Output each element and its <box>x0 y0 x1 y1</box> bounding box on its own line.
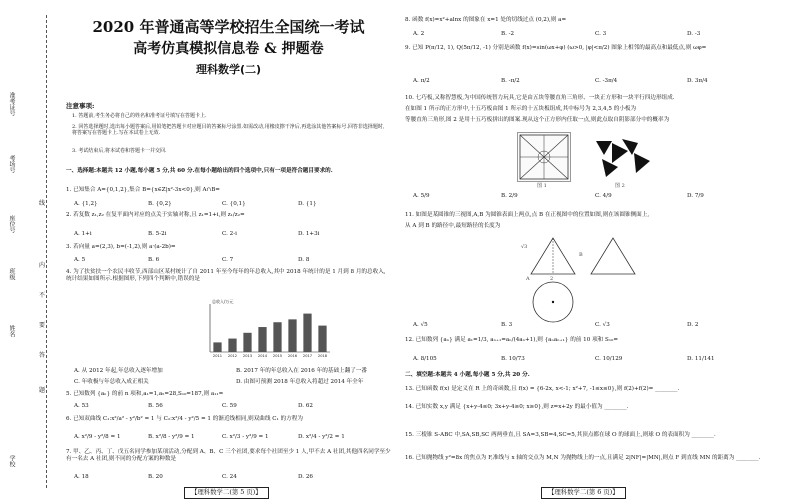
option: A. 8/105 <box>413 356 437 362</box>
question-13: 13. 已知函数 f(x) 是定义在 R 上的奇函数,且 f(x) = {6-2x, x<-1; x²+7, -1≤x≤0},则 f(2)+f(2)= ________. <box>405 386 680 392</box>
option: D. 8 <box>298 257 310 263</box>
option: C. 7 <box>222 257 234 263</box>
binding-mark: 要 <box>39 322 46 329</box>
option: B. 5-2i <box>148 231 167 237</box>
option: C. 4/9 <box>595 193 612 199</box>
option: C. 59 <box>222 403 237 409</box>
option: C. √3 <box>595 322 610 328</box>
tangram-shape-drawing <box>588 133 658 181</box>
label-point-b: B <box>579 252 583 258</box>
x-tick-label: 2018 <box>317 354 328 358</box>
option: B. x²/8 - y²/9 = 1 <box>148 434 195 440</box>
option: A. {1,2} <box>74 201 98 207</box>
question-7: 7. 甲、乙、丙、丁、戊五名同学参加某项活动,分配到 A、B、C 三个社团,要求每个社团至少 1 人,甲不去 A 社团,其他四名同学至少有一名去 A 社团,则不同的分配方案的种数是 <box>66 449 391 463</box>
page-footer: 【理科数学二(第 5 页)】 <box>184 487 269 499</box>
bar <box>213 342 221 352</box>
x-tick-label: 2014 <box>257 354 268 358</box>
option: A. 5/9 <box>413 193 430 199</box>
option: A. x²/9 - y²/8 = 1 <box>74 434 121 440</box>
option: D. x²/4 - y²/2 = 1 <box>298 434 345 440</box>
question-10-line: 10. 七巧板,又称智慧板,为中国传统智力玩具,它是由五块等腰直角三角形、一块正方形和一块平行四边形组成. <box>405 95 675 101</box>
question-12: 12. 已知数列 {aₙ} 满足 a₁=1/3, aₙ₊₁=aₙ/(4aₙ+1),则 {aₙaₙ₊₁} 的前 10 项和 S₁₀= <box>405 337 619 343</box>
tangram-grid-drawing <box>518 133 570 181</box>
tangram-figure-2 <box>587 132 659 182</box>
option: C. x²/3 - y²/9 = 1 <box>222 434 269 440</box>
subject-title: 理科数学(二) <box>195 63 262 76</box>
option: D. 1+3i <box>298 231 320 237</box>
option: A. 18 <box>74 474 89 480</box>
x-tick-label: 2012 <box>227 354 238 358</box>
question-14: 14. 已知实数 x,y 满足 {x+y-4≤0; 3x+y-4≥0; x≥0},则 z=x+2y 的最小值为 ________. <box>405 404 629 410</box>
bar <box>228 339 236 352</box>
bar <box>243 333 251 352</box>
x-tick-label: 2013 <box>242 354 253 358</box>
option: B. 3 <box>501 322 513 328</box>
question-11-line: 从 A 到 B 的路径中,最短路径的长度为 <box>405 223 501 229</box>
bar <box>273 322 281 352</box>
option: B. 2017 年的年总收入在 2016 年的基础上翻了一番 <box>236 368 367 374</box>
binding-mark: 内 <box>39 262 46 269</box>
notes-title: 注意事项: <box>66 102 95 110</box>
bar <box>258 327 266 352</box>
option: D. 26 <box>298 474 313 480</box>
binding-mark: 不 <box>39 292 46 299</box>
option: D. 由图可预测 2018 年总收入将超过 2014 年全年 <box>236 379 364 385</box>
option: D. -3 <box>687 31 701 37</box>
exam-subtitle: 高考仿真模拟信息卷 & 押题卷 <box>133 41 324 57</box>
option: B. 10/73 <box>501 356 525 362</box>
option: A. 2 <box>413 31 425 37</box>
figure-2-caption: 图 2 <box>615 183 625 189</box>
binding-label: 座位号 <box>8 215 15 233</box>
cone-three-views <box>523 234 643 324</box>
note-item: 1. 答题前,考生务必将自己的姓名和准考证号填写在答题卡上. <box>72 113 207 119</box>
option: A. 从 2012 年起,年总收入逐年增加 <box>74 368 163 374</box>
option: D. 7/9 <box>687 193 704 199</box>
binding-mark: 题 <box>39 387 46 394</box>
question-6: 6. 已知双曲线 C₁:x²/a² - y²/b² = 1 与 C₂:x²/4 - y²/5 = 1 的渐近线相同,则双曲线 C₁ 的方程为 <box>66 416 303 422</box>
option: B. 20 <box>148 474 163 480</box>
section-2-heading: 二、填空题:本题共 4 小题,每小题 5 分,共 20 分. <box>405 372 530 378</box>
question-1: 1. 已知集合 A={0,1,2},集合 B={x∈Z|x²-3x<0},则 A∩B= <box>66 187 220 193</box>
binding-label: 姓名 <box>8 325 15 337</box>
page-footer: 【理科数学二(第 6 页)】 <box>541 487 626 499</box>
question-3: 3. 若向量 a=(2,3), b=(-1,2),则 a·(a-2b)= <box>66 244 176 250</box>
section-1-heading: 一、选择题:本题共 12 小题,每小题 5 分,共 60 分.在每小题给出的四个选项中,只有一项是符合题目要求的. <box>66 168 333 174</box>
label-point-a: A <box>526 276 530 282</box>
option: D. {1} <box>298 201 317 207</box>
y-axis-label: 总收入/万元 <box>212 299 234 304</box>
right-page <box>397 0 794 503</box>
option: C. 2-i <box>222 231 237 237</box>
option: D. 62 <box>298 403 313 409</box>
option: D. 11/141 <box>687 356 715 362</box>
option: A. π/2 <box>413 78 430 84</box>
x-tick-label: 2016 <box>287 354 298 358</box>
option: C. {0,1} <box>222 201 246 207</box>
option: C. 24 <box>222 474 237 480</box>
option: C. -3π/4 <box>595 78 618 84</box>
note-item: 3. 考试结束后,将本试卷和答题卡一并交回. <box>72 148 167 154</box>
option: A. 53 <box>74 403 89 409</box>
x-tick-label: 2015 <box>272 354 283 358</box>
binding-label: 准考证号 <box>8 92 15 116</box>
binding-label: 班级 <box>8 268 15 280</box>
note-item: 2. 回答选择题时,选出每小题答案后,用铅笔把答题卡对应题目的答案标号涂黑.如需改动,用橡皮擦干净后,再选涂其他答案标号.回答非选择题时,将答案写在答题卡上.写在本试卷上无效. <box>72 124 385 137</box>
option: B. 56 <box>148 403 163 409</box>
bar <box>303 314 311 352</box>
question-5: 5. 已知数列 {aₙ} 的前 n 项和,a₁=1,a₅=28,S₁₀=187,则 a₁₁= <box>66 391 224 397</box>
binding-label: 考场号 <box>8 155 15 173</box>
option: C. 3 <box>595 31 607 37</box>
exam-title: 2020 年普通高等学校招生全国统一考试 <box>92 18 365 36</box>
option: B. {0,2} <box>148 201 172 207</box>
question-9: 9. 已知 P(π/12, 1), Q(5π/12, -1) 分别是函数 f(x)=sin(ωx+φ) (ω>0, |φ|<π/2) 图象上相邻的最高点和最低点,则 ωφ= <box>405 45 707 51</box>
binding-cut-line <box>46 15 47 488</box>
binding-mark: 线 <box>39 200 46 207</box>
right-content <box>405 0 786 503</box>
label-height: √3 <box>521 244 528 250</box>
figure-1-caption: 图 1 <box>537 183 547 189</box>
x-tick-label: 2017 <box>302 354 313 358</box>
question-11-line: 11. 如图是某圆锥的三视图,A,B 为圆锥表面上两点,点 B 在正视图中的位置如图,则在该圆锥侧面上, <box>405 212 650 218</box>
option: D. 3π/4 <box>687 78 708 84</box>
option: A. √5 <box>413 322 428 328</box>
question-10-line: 在如图 1 所示的正方形中,十五巧板由图 1 所示的十五块板组成,其中标号为 2,3,4,5 的小板为 <box>405 106 637 112</box>
option: A. 1+i <box>74 231 92 237</box>
question-4: 4. 为了扶贫扶一个农民丰收节,西部山区某村统计了自 2011 年至今每年的年总收入,其中 2018 年统计的是 1 月到 8 月的总收入,统计结果如图所示.根据图形,下列四个判断中,错误的是 <box>66 269 386 283</box>
bar <box>318 326 326 352</box>
tangram-figure-1 <box>517 132 571 182</box>
question-15: 15. 三棱锥 S-ABC 中,SA,SB,SC 两两垂直,且 SA=3,SB=4,SC=5,其顶点都在球 O 的球面上,则球 O 的表面积为 ________. <box>405 432 716 438</box>
left-content <box>66 0 391 503</box>
option: B. 6 <box>148 257 160 263</box>
label-base: 2 <box>550 276 554 282</box>
question-8: 8. 函数 f(x)=x²+alnx 的图象在 x=1 处的切线过点 (0,2),则 a= <box>405 17 567 23</box>
binding-label: 学校 <box>8 455 15 467</box>
question-2: 2. 若复数 z₁,z₂ 在复平面内对应的点关于实轴对称,且 z₁=1+i,则 z₁/z₂= <box>66 212 245 218</box>
option: B. -2 <box>501 31 515 37</box>
side-view <box>591 238 635 274</box>
option: B. 2/9 <box>501 193 518 199</box>
x-tick-label: 2011 <box>212 354 223 358</box>
option: B. -π/2 <box>501 78 520 84</box>
question-10-line: 等腰直角三角形,图 2 是用十五巧板拼出的图案.现从这个正方形内任取一点,则此点取自阴影部分中的概率为 <box>405 117 670 123</box>
option: C. 年收极与年总收入成正相关 <box>74 379 149 385</box>
binding-strip <box>0 0 60 503</box>
bar <box>288 319 296 352</box>
binding-mark: 答 <box>39 352 46 359</box>
option: A. 5 <box>74 257 86 263</box>
option: C. 10/129 <box>595 356 623 362</box>
option: D. 2 <box>687 322 699 328</box>
income-bar-chart <box>180 296 340 362</box>
question-16: 16. 已知抛物线 y²=8x 的焦点为 F,准线与 x 轴的交点为 M,N 为抛物线上的一点,且满足 2|NF|=|MN|,则点 F 到直线 MN 的距离为 ________. <box>405 455 761 461</box>
